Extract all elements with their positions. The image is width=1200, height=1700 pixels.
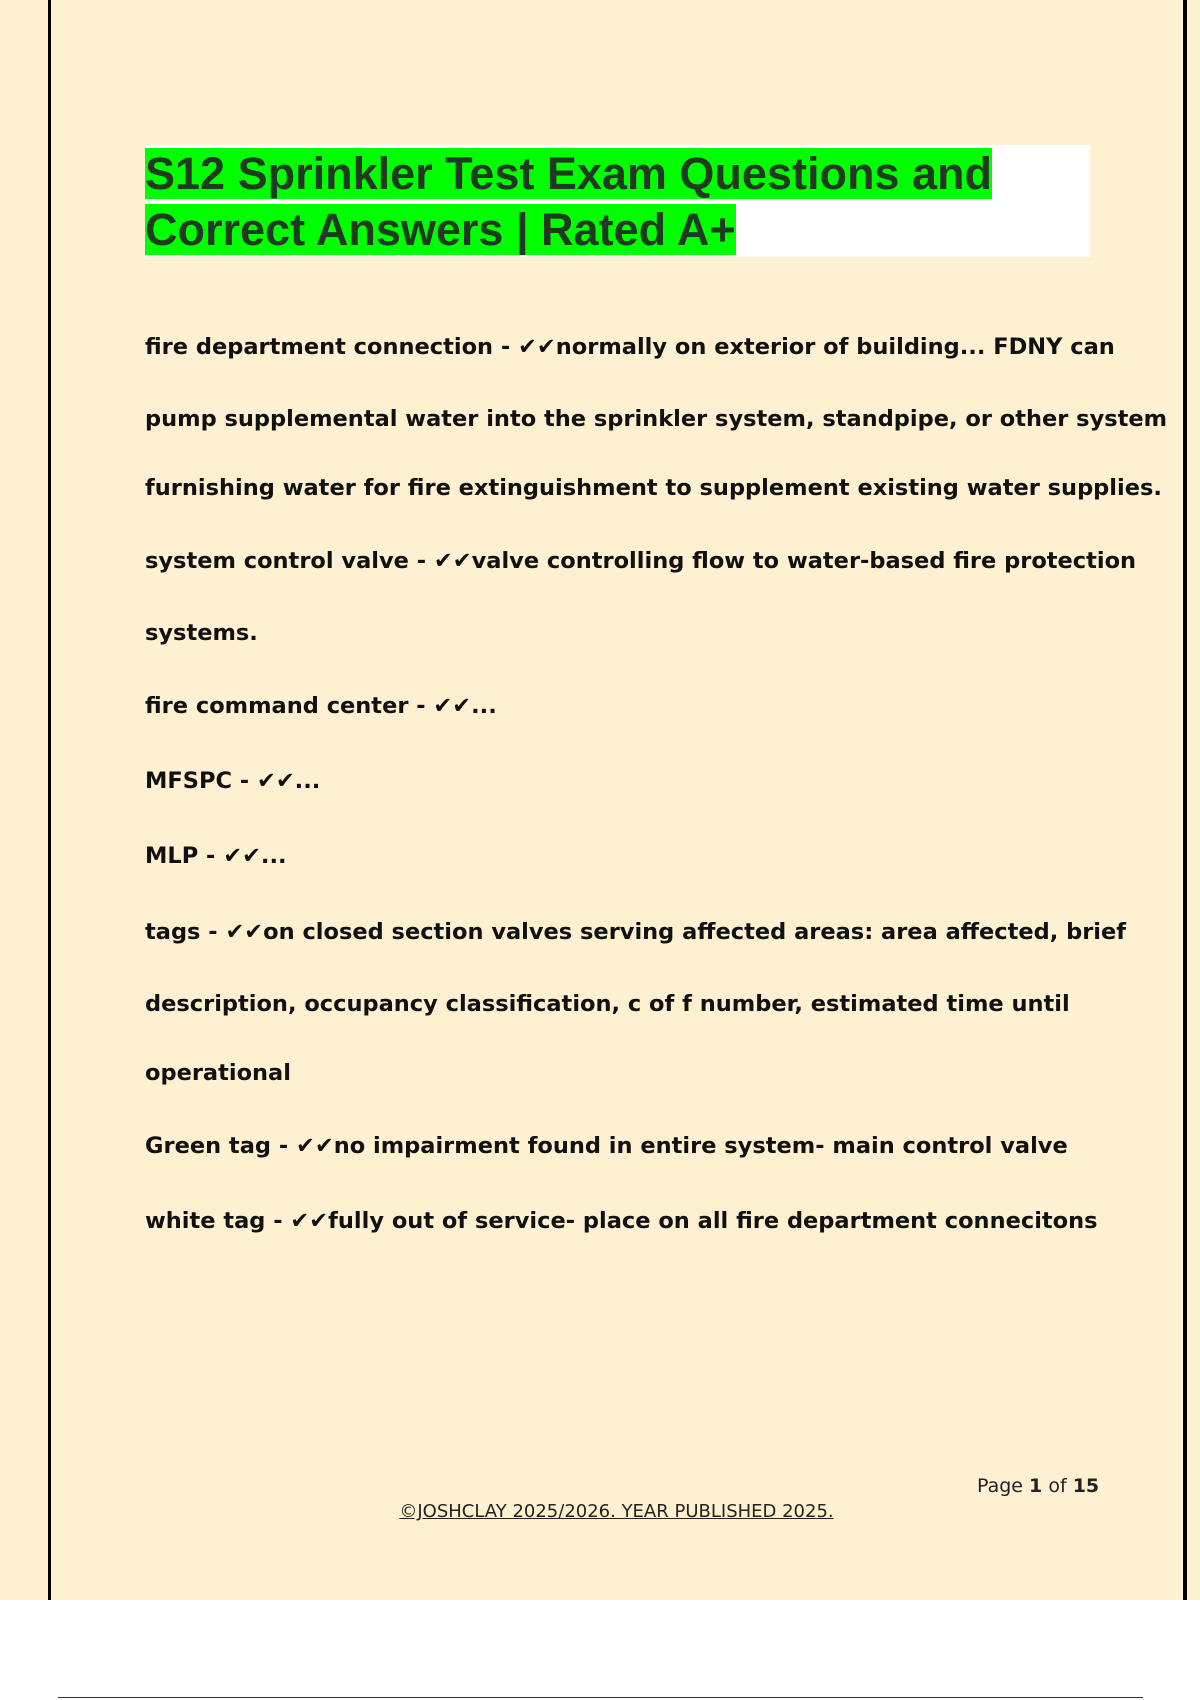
page-left-border: [48, 0, 51, 1600]
page-total: 15: [1072, 1475, 1100, 1497]
qa-line: furnishing water for fire extinguishment to supplement existing water supplies.: [145, 475, 1162, 501]
page-number: [977, 1475, 1099, 1497]
copyright-notice: ©JOSHCLAY 2025/2026. YEAR PUBLISHED 2025.: [399, 1501, 834, 1522]
document-title: [145, 146, 1085, 258]
qa-line: pump supplemental water into the sprinkler system, standpipe, or other system: [145, 406, 1168, 432]
page-of: of: [1048, 1475, 1067, 1497]
qa-line: operational: [145, 1060, 291, 1086]
qa-line: white tag - ✔✔fully out of service- place on all fire department connecitons: [145, 1208, 1098, 1234]
qa-line: fire command center - ✔✔...: [145, 693, 497, 719]
qa-line: tags - ✔✔on closed section valves serving affected areas: area affected, brief: [145, 919, 1127, 945]
qa-line: description, occupancy classification, c of f number, estimated time until: [145, 991, 1070, 1017]
qa-line: system control valve - ✔✔valve controlling flow to water-based fire protection: [145, 548, 1137, 574]
bottom-rule: [58, 1697, 1143, 1698]
qa-line: MFSPC - ✔✔...: [145, 768, 321, 794]
page-current: 1: [1029, 1475, 1043, 1497]
qa-line: Green tag - ✔✔no impairment found in entire system- main control valve: [145, 1133, 1068, 1159]
qa-line: systems.: [145, 620, 258, 646]
qa-line: fire department connection - ✔✔normally on exterior of building... FDNY can: [145, 334, 1115, 360]
qa-line: MLP - ✔✔...: [145, 843, 287, 869]
page-label: Page: [977, 1475, 1023, 1497]
title-highlight: S12 Sprinkler Test Exam Questions and Correct Answers | Rated A+: [145, 148, 992, 255]
page-right-border: [1183, 0, 1187, 1600]
